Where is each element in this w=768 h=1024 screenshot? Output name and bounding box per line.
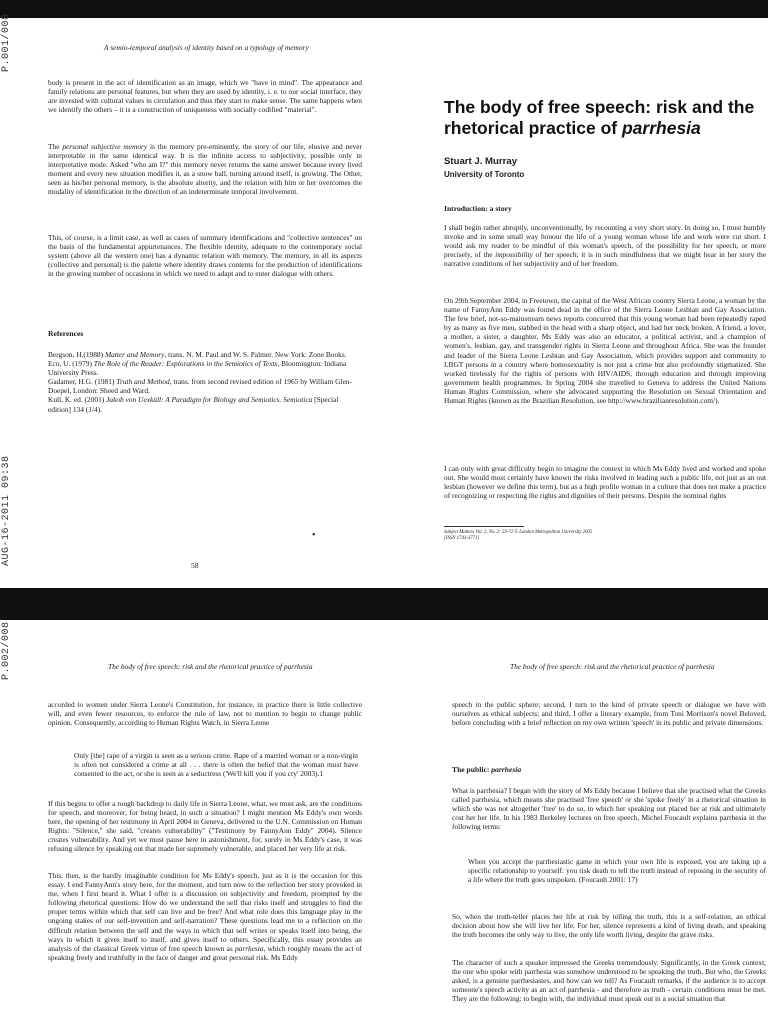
p59-paragraph-2: On 29th September 2004, in Freetown, the capital of the West African country Sierra Leone, a woman by the name of FannyAnn Eddy was found dead in the office of the Sierra Leone Lesbian and Gay Association. The few brief, not-so-mainstream news reports concurred that this young woman had been repeatedly raped by as many as five men, stabbed in the head with a sharp object, and had her neck broken. A friend, a lover, a mother, a sister, a daughter, Ms Eddy was also an educator, a political activist, and a champion of women's, lesbian, gay, and transgender rights in Sierra Leone and throughout Africa. She was the founder and leader of the Sierra Leone Lesbian and Gay Association, which provides support and community to LBGT persons in a country where homosexuality is not just a crime but also profoundly stigmatized. She worked tirelessly for the rights of persons with HIV/AIDS, through education and through improving government health programmes. In Spring 2004 she travelled to Geneva to address the United Nations Human Rights Commission, where she advocated supporting the Resolution on Sexual Orientation and Human Rights (known as the Brazilian Resolution, see http://www.brazilianresolution.com/). — [444, 296, 766, 406]
running-header-p60: The body of free speech: risk and the rhetorical practice of parrhesia — [108, 662, 313, 671]
reference-item: Kull, K. ed. (2001) Jakob von Uexküll: A Paradigm for Biology and Semiotics. Semiotica [Special edition] 134 (1/4). — [48, 395, 339, 414]
scan-top-band — [0, 0, 768, 18]
p59-paragraph-1: I shall begin rather abruptly, unconventionally, by recounting a very short story. In doing so, I must humbly invoke and in some small way honour the life of a young woman whose life and work were cut short. I would ask my reader to be mindful of this woman's speech, of the possibility for her speech, or more precisely, of the impossibility of her speech; it is in such mindfulness that we might hear in her story the narrative conditions of her subjectivity and of her freedom. — [444, 223, 766, 269]
journal-footnote: Subject Matters Vol. 2, No. 2: 59-72 © London Metropolitan University 2005 [ISSN 1743-3771] — [444, 530, 593, 541]
p61-paragraph-1: speech in the public sphere; second, I turn to the kind of private speech or dialogue we have with ourselves as ethical subjects; and third, I offer a literary example, from Toni Morrison's novel Beloved, before concluding with a brief reflection on my own written 'speech' in its public and private dimensions. — [452, 700, 766, 728]
fax-page-counter-top: P.001/008 — [1, 13, 12, 72]
reference-item: Eco, U. (1979) The Role of the Reader: Explorations in the Semiotics of Texts, Bloomington: Indiana University Press. — [48, 359, 347, 378]
scan-middle-band — [0, 588, 768, 620]
reference-item: Gadamer, H.G. (1981) Truth and Method, trans. from second revised edition of 1965 by William Glen-Doepel, London: Sheed and Ward. — [48, 377, 352, 396]
p60-paragraph-2: If this begins to offer a rough backdrop to daily life in Sierra Leone, what, we must ask, are the conditions for speech, and moreover, for being heard, in such a situation? I might mention Ms Eddy's own words here, the opening of her testimony in April 2004 in Geneva, delivered to the U.N. Commission on Human Rights: "Silence," she said, "creates vulnerability" ("Testimony by FannyAnn Eddy" 2004). Silence creates vulnerability. And yet we must pause here in astonishment, for, surely in Ms Eddy's case, it was refusing silence by speaking out that made her supremely vulnerable, and placed her very life at risk. — [48, 799, 362, 854]
article-title: The body of free speech: risk and the rhetorical practice of parrhesia — [444, 97, 755, 138]
public-parrhesia-heading: The public: parrhesia — [452, 765, 522, 774]
p58-paragraph-1: body is present in the act of identification as an image, which we "have in mind". The appearance and family relations are personal features, but when they are used by identity, i. e. to our social interface, they are invested with cultural values in circulation and thus they start to make sense. The same happens when we identify the others – it is a construction of uniqueness with socially codified "material". — [48, 78, 362, 115]
p61-block-quote: When you accept the parrhesiastic game in which your own life is exposed, you are taking up a specific relationship to yourself: you risk death to tell the truth instead of reposing in the security of a life where the truth goes unspoken. (Foucault 2001: 17) — [468, 857, 766, 885]
p58-paragraph-3: This, of course, is a limit case, as well as cases of summary identifications and "collective sentences" on the basis of the fundamental appurtenances. The flexible identity, adequate to the contemporary social system (above all the western one) has a dynamic relation with memory. The memory, in all its aspects (collective and personal) is the palette where identity draws contents for the production of identifications in the growing number of occasions in which we need to adapt and to enter dialogue with others. — [48, 233, 362, 279]
p61-paragraph-3: So, when the truth-teller places her life at risk by telling the truth, this is a self-relation, an ethical decision about how she will live her life. For her, silence represents a kind of living death, and speaking the truth becomes the only way to live, the only life worth living, despite the grave risks. — [452, 912, 766, 940]
author-affiliation: University of Toronto — [444, 170, 525, 179]
p58-paragraph-2: The personal subjective memory is the memory pre-eminently, the story of our life, elusive and never interpretable in the same identical way. It is the infinite access to subjectivity, possible only in interpretative mode. Asked "who am I?" this memory never returns the same answer because every lived moment and every new situation modifies it, as a snow ball, turning around itself, is growing. The Other, seen as his/her personal memory, is the absolute alterity, and the relation with him or her overcomes the modality of identification in the direction of an indeterminate temporal involvement. — [48, 142, 362, 197]
scan-mark: • — [312, 530, 316, 541]
running-header-p58: A semio-temporal analysis of identity based on a typology of memory — [104, 43, 309, 52]
footnote-rule — [444, 526, 524, 527]
p60-block-quote: Only [the] rape of a virgin is seen as a serious crime. Rape of a married woman or a non-virgin is often not considered a crime at all . . . there is often the belief that the woman must have consented to the act, or she is seen as a seductress ('We'll kill you if you cry' 2003).1 — [74, 751, 358, 779]
p60-paragraph-1: accorded to women under Sierra Leone's Constitution, for instance, in practice there is little collective will, and even fewer resources, to enforce the rule of law, not to mention to begin to change public opinion. Consequently, according to Human Rights Watch, in Sierra Leone — [48, 700, 362, 728]
fax-page-counter-bottom: P.002/008 — [1, 621, 12, 680]
intro-heading: Introduction: a story — [444, 204, 512, 213]
references-list — [48, 350, 362, 414]
references-heading: References — [48, 329, 84, 338]
p61-paragraph-2: What is parrhesia? I began with the story of Ms Eddy because I believe that she practised what the Greeks called parrhesia, which means she practised 'free speech' or she 'spoke freely' in a rhetorical situation in which she was not altogether 'free' to do so, in which her speaking out placed her at risk and ultimately cost her her life. In his 1983 Berkeley lectures on free speech, Michel Foucault explains parrhesia in the following terms: — [452, 786, 766, 832]
page-number-58: 58 — [191, 561, 199, 570]
reference-item: Bergson, H.(1988) Matter and Memory, trans. N. M. Paul and W. S. Palmer. New York: Zone Books. — [48, 350, 347, 359]
running-header-p61: The body of free speech: risk and the rhetorical practice of parrhesia — [510, 662, 715, 671]
p61-paragraph-4: The character of such a speaker impressed the Greeks tremendously. Significantly, in the Greek context, the one who spoke with parrhesia was somehow understood to be speaking the truth. But who, the Greeks asked, is a genuine parrhesiastes, and how can we tell? As Foucault remarks, if the audience is to accept someone's speech activity as an act of parrhesia - and therefore as truth - certain conditions must be met. They are the following: to begin with, the individual must speak out in a social situation that — [452, 958, 766, 1004]
p60-paragraph-3: This, then, is the hardly imaginable condition for Ms Eddy's speech, just as it is the occasion for this essay. I end FannyAnn's story here, for the moment, and turn now to the reflection her story provoked in me, when I first heard it. What I offer is a discussion on subjectivity and freedom, prompted by the following rhetorical questions: How do we understand the self that risks itself and struggles to find the proper terms within which that self can live and be free? And what role does this language play in the ongoing stakes of our self-invention and self-narration? These questions lead me to a reflection on the difficult relation between the self and the ways in which that self writes or speaks itself into being, the ways in which it gives itself to itself, and gives itself to others. Specifically, this essay provides an analysis of the classical Greek virtue of free speech known as parrhesia, which roughly means the act of speaking freely and truthfully in the face of danger and great personal risk. Ms Eddy — [48, 871, 363, 962]
p59-paragraph-3: I can only with great difficulty begin to imagine the context in which Ms Eddy lived and worked and spoke out. She would most certainly have known the risks involved in leading such a public life, not just as an out lesbian (however we define this term), but as a high profile woman in a culture that does not make a practice of recognizing or respecting the rights and dignities of their persons. Despite the nominal rights — [444, 464, 766, 501]
fax-timestamp: AUG-16-2011 09:38 — [1, 455, 12, 566]
author-name: Stuart J. Murray — [444, 156, 518, 167]
